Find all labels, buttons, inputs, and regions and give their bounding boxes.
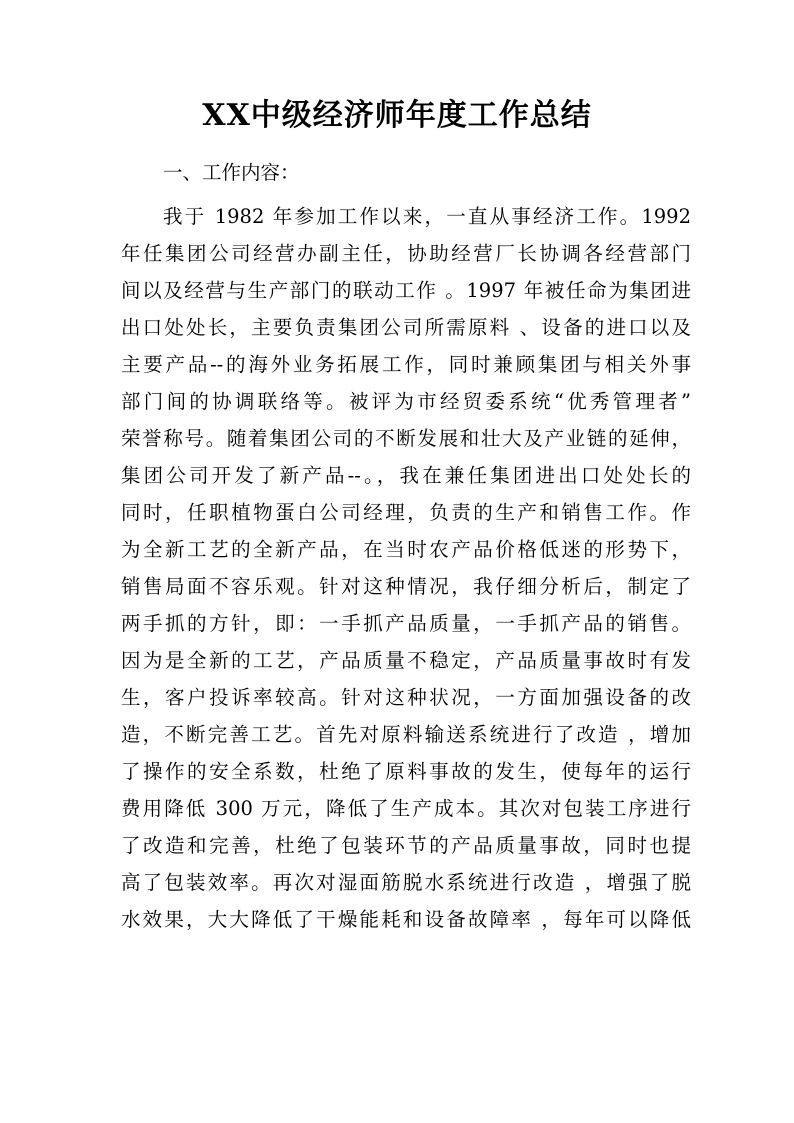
document-title: XX中级经济师年度工作总结	[202, 98, 592, 133]
section-heading: 一、工作内容：	[163, 161, 300, 184]
paragraph-line: 荣誉称号。随着集团公司的不断发展和壮大及产业链的延伸，	[121, 427, 691, 450]
paragraph-line: 主要产品--的海外业务拓展工作，同时兼顾集团与相关外事	[121, 353, 691, 376]
paragraph-line: 造，不断完善工艺。首先对原料输送系统进行了改造 ，增加	[121, 723, 691, 746]
paragraph-line: 两手抓的方针，即：一手抓产品质量，一手抓产品的销售。	[121, 612, 691, 635]
paragraph-line: 同时，任职植物蛋白公司经理，负责的生产和销售工作。作	[121, 501, 691, 524]
paragraph-line: 出口处处长，主要负责集团公司所需原料 、设备的进口以及	[121, 316, 691, 339]
paragraph-line: 高了包装效率。再次对湿面筋脱水系统进行改造 ，增强了脱	[121, 871, 691, 894]
body-paragraph	[121, 198, 691, 938]
paragraph-line: 因为是全新的工艺，产品质量不稳定，产品质量事故时有发	[121, 649, 691, 672]
paragraph-line: 了操作的安全系数，杜绝了原料事故的发生，使每年的运行	[121, 760, 691, 783]
paragraph-line: 我于 1982 年参加工作以来，一直从事经济工作。1992	[163, 205, 691, 228]
paragraph-line: 部门间的协调联络等。被评为市经贸委系统“优秀管理者”	[121, 390, 691, 413]
paragraph-line: 年任集团公司经营办副主任，协助经营厂长协调各经营部门	[121, 242, 691, 265]
paragraph-line: 水效果，大大降低了干燥能耗和设备故障率 ，每年可以降低	[121, 908, 691, 931]
paragraph-line: 生，客户投诉率较高。针对这种状况，一方面加强设备的改	[121, 686, 691, 709]
paragraph-line: 间以及经营与生产部门的联动工作 。1997 年被任命为集团进	[121, 279, 691, 302]
paragraph-line: 集团公司开发了新产品--。，我在兼任集团进出口处处长的	[121, 464, 691, 487]
paragraph-line: 了改造和完善，杜绝了包装环节的产品质量事故，同时也提	[121, 834, 691, 857]
paragraph-line: 费用降低 300 万元，降低了生产成本。其次对包装工序进行	[121, 797, 691, 820]
paragraph-line: 销售局面不容乐观。针对这种情况，我仔细分析后，制定了	[121, 575, 691, 598]
paragraph-line: 为全新工艺的全新产品，在当时农产品价格低迷的形势下，	[121, 538, 691, 561]
